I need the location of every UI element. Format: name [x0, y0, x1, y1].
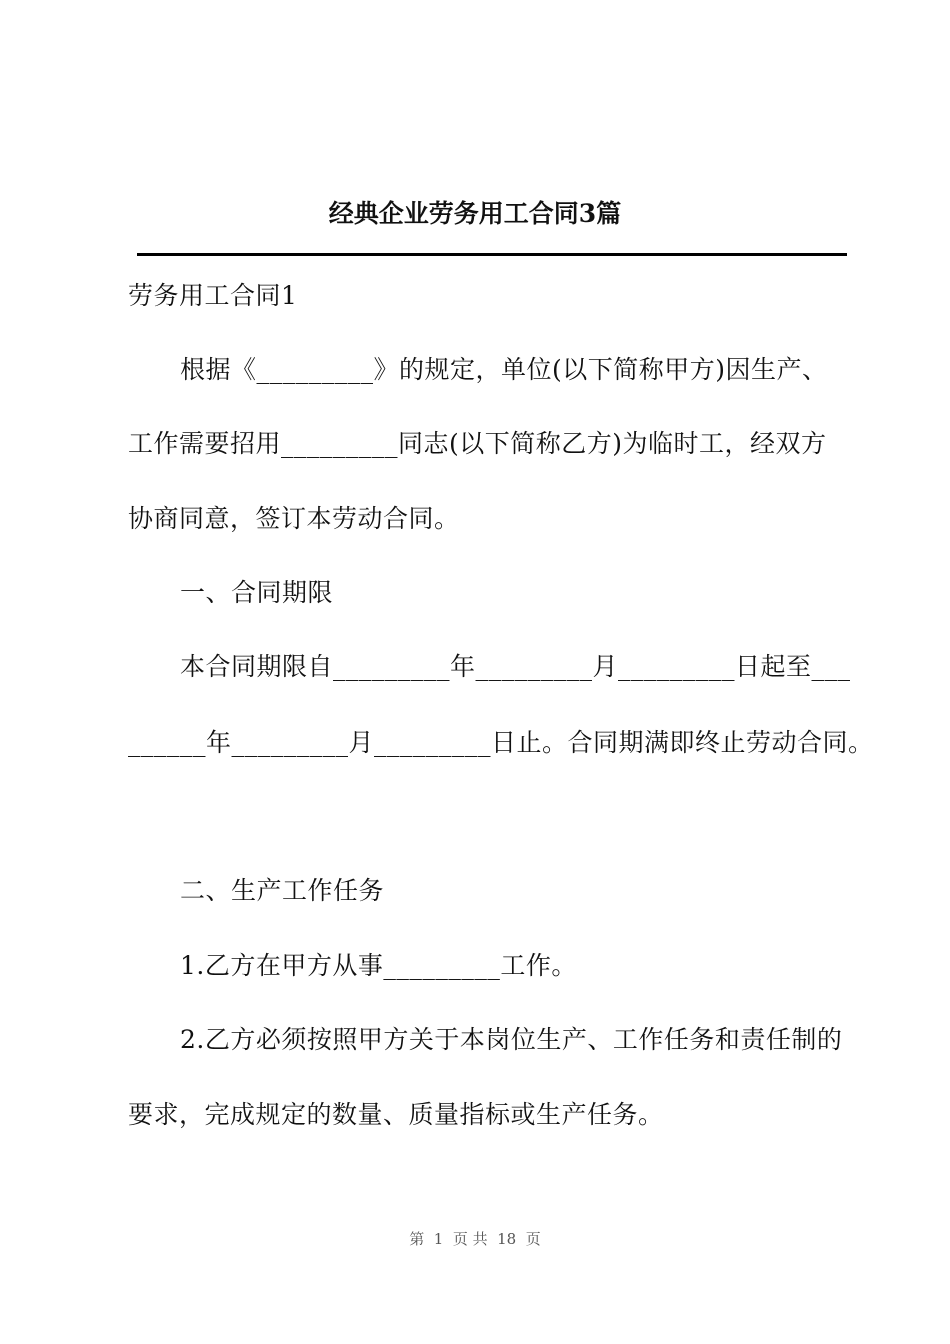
paragraph1-line3: 协商同意，签订本劳动合同。: [128, 504, 460, 533]
document-title: 经典企业劳务用工合同3篇: [328, 199, 622, 228]
clause2-heading: 二、生产工作任务: [180, 876, 385, 905]
section-heading: 劳务用工合同1: [128, 281, 298, 310]
clause2-item1: 1.乙方在甲方从事_________工作。: [180, 951, 577, 980]
clause2-item2-line1: 2.乙方必须按照甲方关于本岗位生产、工作任务和责任制的: [180, 1025, 843, 1054]
paragraph1-line2: 工作需要招用_________同志(以下简称乙方)为临时工，经双方: [128, 429, 827, 458]
clause1-line2: ______年_________月_________日止。合同期满即终止劳动合同。: [128, 728, 874, 757]
clause1-heading: 一、合同期限: [180, 578, 334, 607]
page-indicator: 第 1 页 共 18 页: [409, 1230, 541, 1248]
clause2-item2-line2: 要求，完成规定的数量、质量指标或生产任务。: [128, 1100, 664, 1129]
title-divider: [137, 253, 847, 256]
paragraph1-line1: 根据《_________》的规定，单位(以下简称甲方)因生产、: [180, 355, 828, 384]
clause1-line1: 本合同期限自_________年_________月_________日起至___: [180, 652, 851, 681]
